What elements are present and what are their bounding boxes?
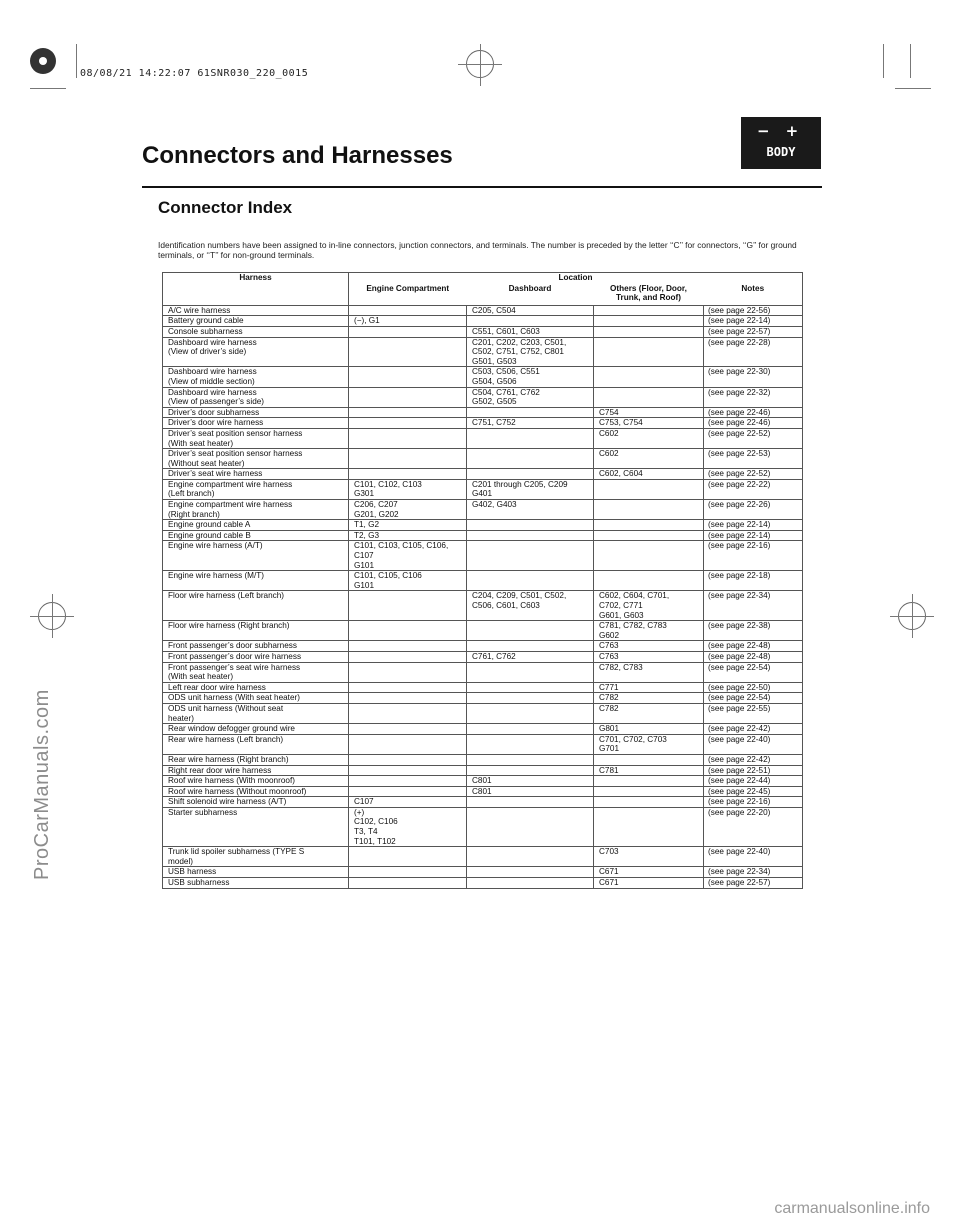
table-row bbox=[163, 693, 803, 704]
cell-dashboard: C551, C601, C603 bbox=[467, 326, 594, 337]
cell-dashboard: G402, G403 bbox=[467, 500, 594, 520]
table-row bbox=[163, 807, 803, 846]
crosshair-vertical bbox=[480, 44, 481, 86]
cell-others bbox=[594, 797, 704, 808]
cell-harness: Roof wire harness (With moonroof) bbox=[163, 776, 349, 787]
cell-notes: (see page 22-26) bbox=[704, 500, 803, 520]
cell-others: C602, C604 bbox=[594, 469, 704, 480]
cell-engine bbox=[349, 337, 467, 367]
cell-engine bbox=[349, 428, 467, 448]
cell-harness: Driver’s seat position sensor harness (With seat heater) bbox=[163, 428, 349, 448]
cell-dashboard bbox=[467, 878, 594, 889]
cell-others bbox=[594, 305, 704, 316]
cell-dashboard bbox=[467, 734, 594, 754]
table-row bbox=[163, 662, 803, 682]
cell-others: C771 bbox=[594, 682, 704, 693]
cell-others: G801 bbox=[594, 724, 704, 735]
table-row bbox=[163, 305, 803, 316]
cell-notes: (see page 22-50) bbox=[704, 682, 803, 693]
cell-harness: Dashboard wire harness (View of passenger’s side) bbox=[163, 387, 349, 407]
cell-engine bbox=[349, 326, 467, 337]
cell-dashboard: C204, C209, C501, C502, C506, C601, C603 bbox=[467, 591, 594, 621]
cell-others: C781 bbox=[594, 765, 704, 776]
cell-others: C754 bbox=[594, 407, 704, 418]
section-badge bbox=[741, 117, 821, 169]
cell-others bbox=[594, 776, 704, 787]
crop-mark bbox=[76, 44, 77, 78]
cell-others bbox=[594, 754, 704, 765]
table-row bbox=[163, 786, 803, 797]
cell-dashboard bbox=[467, 867, 594, 878]
table-row bbox=[163, 621, 803, 641]
cell-notes: (see page 22-55) bbox=[704, 703, 803, 723]
header-engine-compartment: Engine Compartment bbox=[349, 284, 467, 306]
cell-notes: (see page 22-14) bbox=[704, 530, 803, 541]
cell-others bbox=[594, 337, 704, 367]
connector-index-table bbox=[162, 272, 803, 889]
crop-mark bbox=[30, 88, 66, 89]
header-harness: Harness bbox=[163, 273, 349, 306]
cell-harness: ODS unit harness (With seat heater) bbox=[163, 693, 349, 704]
cell-harness: Rear wire harness (Left branch) bbox=[163, 734, 349, 754]
cell-notes: (see page 22-42) bbox=[704, 754, 803, 765]
crop-mark bbox=[895, 88, 931, 89]
cell-engine bbox=[349, 786, 467, 797]
table-row bbox=[163, 407, 803, 418]
cell-harness: Dashboard wire harness (View of driver’s side) bbox=[163, 337, 349, 367]
cell-engine bbox=[349, 641, 467, 652]
table-row bbox=[163, 847, 803, 867]
cell-others bbox=[594, 316, 704, 327]
cell-dashboard: C503, C506, C551 G504, G506 bbox=[467, 367, 594, 387]
cell-notes: (see page 22-53) bbox=[704, 449, 803, 469]
cell-notes: (see page 22-57) bbox=[704, 326, 803, 337]
cell-dashboard: C201, C202, C203, C501, C502, C751, C752, C801 G501, G503 bbox=[467, 337, 594, 367]
cell-others bbox=[594, 786, 704, 797]
cell-harness: Driver’s door wire harness bbox=[163, 418, 349, 429]
cell-notes: (see page 22-57) bbox=[704, 878, 803, 889]
table-row bbox=[163, 591, 803, 621]
cell-others: C671 bbox=[594, 878, 704, 889]
cell-engine bbox=[349, 387, 467, 407]
table-row bbox=[163, 878, 803, 889]
cell-others: C671 bbox=[594, 867, 704, 878]
header-dashboard: Dashboard bbox=[467, 284, 594, 306]
table-row bbox=[163, 469, 803, 480]
cell-dashboard: C801 bbox=[467, 786, 594, 797]
header-others: Others (Floor, Door, Trunk, and Roof) bbox=[594, 284, 704, 306]
intro-paragraph: Identification numbers have been assigned to in-line connectors, junction connectors, and terminals. The number is preceded by the letter ‘‘C’’ for connectors, ‘‘G’’ for ground terminals, or ‘‘T’’ for non-ground terminals. bbox=[158, 240, 797, 260]
cell-notes: (see page 22-45) bbox=[704, 786, 803, 797]
cell-dashboard bbox=[467, 682, 594, 693]
cell-engine bbox=[349, 703, 467, 723]
cell-dashboard bbox=[467, 407, 594, 418]
table-row bbox=[163, 641, 803, 652]
cell-others bbox=[594, 367, 704, 387]
table-row bbox=[163, 428, 803, 448]
table-row bbox=[163, 797, 803, 808]
cell-harness: Battery ground cable bbox=[163, 316, 349, 327]
cell-others bbox=[594, 479, 704, 499]
cell-others: C782 bbox=[594, 703, 704, 723]
cell-harness: Floor wire harness (Right branch) bbox=[163, 621, 349, 641]
cell-harness: Starter subharness bbox=[163, 807, 349, 846]
cell-engine bbox=[349, 776, 467, 787]
cell-notes: (see page 22-52) bbox=[704, 428, 803, 448]
table-row bbox=[163, 571, 803, 591]
header-location: Location bbox=[349, 273, 803, 284]
table-row bbox=[163, 541, 803, 571]
cell-harness: Front passenger’s door wire harness bbox=[163, 651, 349, 662]
cell-dashboard: C504, C761, C762 G502, G505 bbox=[467, 387, 594, 407]
cell-others bbox=[594, 541, 704, 571]
cell-notes: (see page 22-30) bbox=[704, 367, 803, 387]
cell-engine: (+) C102, C106 T3, T4 T101, T102 bbox=[349, 807, 467, 846]
table-row bbox=[163, 326, 803, 337]
cell-harness: Left rear door wire harness bbox=[163, 682, 349, 693]
cell-harness: USB subharness bbox=[163, 878, 349, 889]
cell-notes: (see page 22-51) bbox=[704, 765, 803, 776]
cell-engine bbox=[349, 305, 467, 316]
cell-engine: C206, C207 G201, G202 bbox=[349, 500, 467, 520]
cell-others: C763 bbox=[594, 641, 704, 652]
cell-dashboard bbox=[467, 571, 594, 591]
cell-harness: Front passenger’s door subharness bbox=[163, 641, 349, 652]
cell-notes: (see page 22-28) bbox=[704, 337, 803, 367]
cell-engine bbox=[349, 662, 467, 682]
cell-harness: Engine compartment wire harness (Right branch) bbox=[163, 500, 349, 520]
cell-engine bbox=[349, 847, 467, 867]
cell-notes: (see page 22-40) bbox=[704, 847, 803, 867]
cell-engine: C101, C102, C103 G301 bbox=[349, 479, 467, 499]
badge-label: BODY bbox=[766, 145, 796, 159]
table-body bbox=[163, 305, 803, 888]
crosshair-vertical bbox=[52, 594, 53, 638]
cell-harness: Rear window defogger ground wire bbox=[163, 724, 349, 735]
cell-notes: (see page 22-18) bbox=[704, 571, 803, 591]
crosshair-horizontal bbox=[458, 64, 502, 65]
cell-others: C602, C604, C701, C702, C771 G601, G603 bbox=[594, 591, 704, 621]
table-row bbox=[163, 724, 803, 735]
table-row bbox=[163, 418, 803, 429]
cell-harness: Trunk lid spoiler subharness (TYPE S model) bbox=[163, 847, 349, 867]
cell-harness: Driver’s door subharness bbox=[163, 407, 349, 418]
side-watermark: ProCarManuals.com bbox=[31, 689, 53, 880]
cell-notes: (see page 22-14) bbox=[704, 316, 803, 327]
cell-dashboard bbox=[467, 703, 594, 723]
section-title: Connector Index bbox=[158, 198, 293, 217]
cell-notes: (see page 22-20) bbox=[704, 807, 803, 846]
crosshair-vertical bbox=[912, 594, 913, 638]
battery-icon: −+ bbox=[757, 122, 815, 140]
cell-engine: C101, C105, C106 G101 bbox=[349, 571, 467, 591]
table-header-row bbox=[163, 273, 803, 284]
cell-dashboard: C801 bbox=[467, 776, 594, 787]
cell-engine: T2, G3 bbox=[349, 530, 467, 541]
cell-harness: Right rear door wire harness bbox=[163, 765, 349, 776]
cell-engine bbox=[349, 765, 467, 776]
cell-others: C782 bbox=[594, 693, 704, 704]
cell-engine bbox=[349, 682, 467, 693]
cell-others: C781, C782, C783 G602 bbox=[594, 621, 704, 641]
page-title: Connectors and Harnesses bbox=[142, 142, 453, 169]
cell-engine bbox=[349, 651, 467, 662]
cell-notes: (see page 22-34) bbox=[704, 867, 803, 878]
bottom-watermark: carmanualsonline.info bbox=[774, 1200, 930, 1217]
cell-notes: (see page 22-44) bbox=[704, 776, 803, 787]
cell-engine: C101, C103, C105, C106, C107 G101 bbox=[349, 541, 467, 571]
cell-notes: (see page 22-52) bbox=[704, 469, 803, 480]
cell-notes: (see page 22-48) bbox=[704, 651, 803, 662]
cell-others: C701, C702, C703 G701 bbox=[594, 734, 704, 754]
cell-dashboard bbox=[467, 469, 594, 480]
table-row bbox=[163, 651, 803, 662]
cell-harness: Driver’s seat position sensor harness (Without seat heater) bbox=[163, 449, 349, 469]
cell-dashboard bbox=[467, 693, 594, 704]
header-rule bbox=[142, 186, 822, 188]
cell-engine: (−), G1 bbox=[349, 316, 467, 327]
cell-notes: (see page 22-54) bbox=[704, 662, 803, 682]
cell-harness: Engine wire harness (M/T) bbox=[163, 571, 349, 591]
cell-others bbox=[594, 520, 704, 531]
table-row bbox=[163, 703, 803, 723]
cell-others bbox=[594, 387, 704, 407]
cell-harness: Shift solenoid wire harness (A/T) bbox=[163, 797, 349, 808]
cell-engine: C107 bbox=[349, 797, 467, 808]
cell-others: C782, C783 bbox=[594, 662, 704, 682]
cell-harness: Engine ground cable A bbox=[163, 520, 349, 531]
cell-notes: (see page 22-16) bbox=[704, 797, 803, 808]
table-row bbox=[163, 449, 803, 469]
cell-engine bbox=[349, 407, 467, 418]
cell-dashboard bbox=[467, 754, 594, 765]
cell-notes: (see page 22-40) bbox=[704, 734, 803, 754]
cell-dashboard bbox=[467, 807, 594, 846]
cell-notes: (see page 22-14) bbox=[704, 520, 803, 531]
table-row bbox=[163, 316, 803, 327]
cell-harness: Roof wire harness (Without moonroof) bbox=[163, 786, 349, 797]
cell-harness: USB harness bbox=[163, 867, 349, 878]
crop-mark bbox=[910, 44, 911, 78]
cell-dashboard: C761, C762 bbox=[467, 651, 594, 662]
cell-notes: (see page 22-42) bbox=[704, 724, 803, 735]
cell-engine bbox=[349, 591, 467, 621]
cell-notes: (see page 22-46) bbox=[704, 407, 803, 418]
cell-engine bbox=[349, 449, 467, 469]
cell-dashboard: C205, C504 bbox=[467, 305, 594, 316]
cell-dashboard bbox=[467, 797, 594, 808]
cell-dashboard bbox=[467, 724, 594, 735]
cell-notes: (see page 22-48) bbox=[704, 641, 803, 652]
cell-dashboard: C201 through C205, C209 G401 bbox=[467, 479, 594, 499]
table-row bbox=[163, 776, 803, 787]
cell-dashboard bbox=[467, 847, 594, 867]
cell-notes: (see page 22-54) bbox=[704, 693, 803, 704]
cell-notes: (see page 22-56) bbox=[704, 305, 803, 316]
cell-harness: Rear wire harness (Right branch) bbox=[163, 754, 349, 765]
cell-notes: (see page 22-22) bbox=[704, 479, 803, 499]
cell-notes: (see page 22-32) bbox=[704, 387, 803, 407]
cell-dashboard bbox=[467, 530, 594, 541]
cell-harness: A/C wire harness bbox=[163, 305, 349, 316]
cell-engine bbox=[349, 418, 467, 429]
cell-notes: (see page 22-34) bbox=[704, 591, 803, 621]
table-row bbox=[163, 479, 803, 499]
cell-harness: Console subharness bbox=[163, 326, 349, 337]
cell-dashboard bbox=[467, 316, 594, 327]
cell-others bbox=[594, 500, 704, 520]
cell-dashboard bbox=[467, 541, 594, 571]
cell-harness: Driver’s seat wire harness bbox=[163, 469, 349, 480]
cell-harness: Front passenger’s seat wire harness (With seat heater) bbox=[163, 662, 349, 682]
cell-dashboard bbox=[467, 662, 594, 682]
header-notes: Notes bbox=[704, 284, 803, 306]
cell-dashboard: C751, C752 bbox=[467, 418, 594, 429]
cell-engine bbox=[349, 367, 467, 387]
cell-engine bbox=[349, 724, 467, 735]
cell-engine bbox=[349, 621, 467, 641]
cell-harness: Engine compartment wire harness (Left branch) bbox=[163, 479, 349, 499]
table-row bbox=[163, 520, 803, 531]
cell-dashboard bbox=[467, 520, 594, 531]
table-row bbox=[163, 734, 803, 754]
cell-engine: T1, G2 bbox=[349, 520, 467, 531]
cell-others bbox=[594, 807, 704, 846]
crop-mark bbox=[883, 44, 884, 78]
print-stamp: 08/08/21 14:22:07 61SNR030_220_0015 bbox=[80, 68, 309, 79]
cell-dashboard bbox=[467, 428, 594, 448]
cell-dashboard bbox=[467, 621, 594, 641]
cell-engine bbox=[349, 754, 467, 765]
cell-dashboard bbox=[467, 641, 594, 652]
registration-dot-icon bbox=[30, 48, 56, 74]
cell-notes: (see page 22-16) bbox=[704, 541, 803, 571]
cell-notes: (see page 22-38) bbox=[704, 621, 803, 641]
cell-others bbox=[594, 530, 704, 541]
cell-others: C602 bbox=[594, 449, 704, 469]
cell-dashboard bbox=[467, 449, 594, 469]
cell-others: C763 bbox=[594, 651, 704, 662]
cell-others: C703 bbox=[594, 847, 704, 867]
cell-engine bbox=[349, 878, 467, 889]
table-row bbox=[163, 754, 803, 765]
table-row bbox=[163, 530, 803, 541]
cell-notes: (see page 22-46) bbox=[704, 418, 803, 429]
cell-harness: Engine ground cable B bbox=[163, 530, 349, 541]
cell-harness: Engine wire harness (A/T) bbox=[163, 541, 349, 571]
table-row bbox=[163, 682, 803, 693]
table-row bbox=[163, 500, 803, 520]
cell-dashboard bbox=[467, 765, 594, 776]
cell-harness: ODS unit harness (Without seat heater) bbox=[163, 703, 349, 723]
cell-harness: Dashboard wire harness (View of middle section) bbox=[163, 367, 349, 387]
table-row bbox=[163, 337, 803, 367]
table-row bbox=[163, 765, 803, 776]
table-row bbox=[163, 867, 803, 878]
cell-harness: Floor wire harness (Left branch) bbox=[163, 591, 349, 621]
cell-others bbox=[594, 571, 704, 591]
cell-engine bbox=[349, 734, 467, 754]
table-row bbox=[163, 367, 803, 387]
cell-engine bbox=[349, 867, 467, 878]
cell-others: C753, C754 bbox=[594, 418, 704, 429]
cell-engine bbox=[349, 469, 467, 480]
cell-engine bbox=[349, 693, 467, 704]
table-row bbox=[163, 387, 803, 407]
cell-others bbox=[594, 326, 704, 337]
cell-others: C602 bbox=[594, 428, 704, 448]
